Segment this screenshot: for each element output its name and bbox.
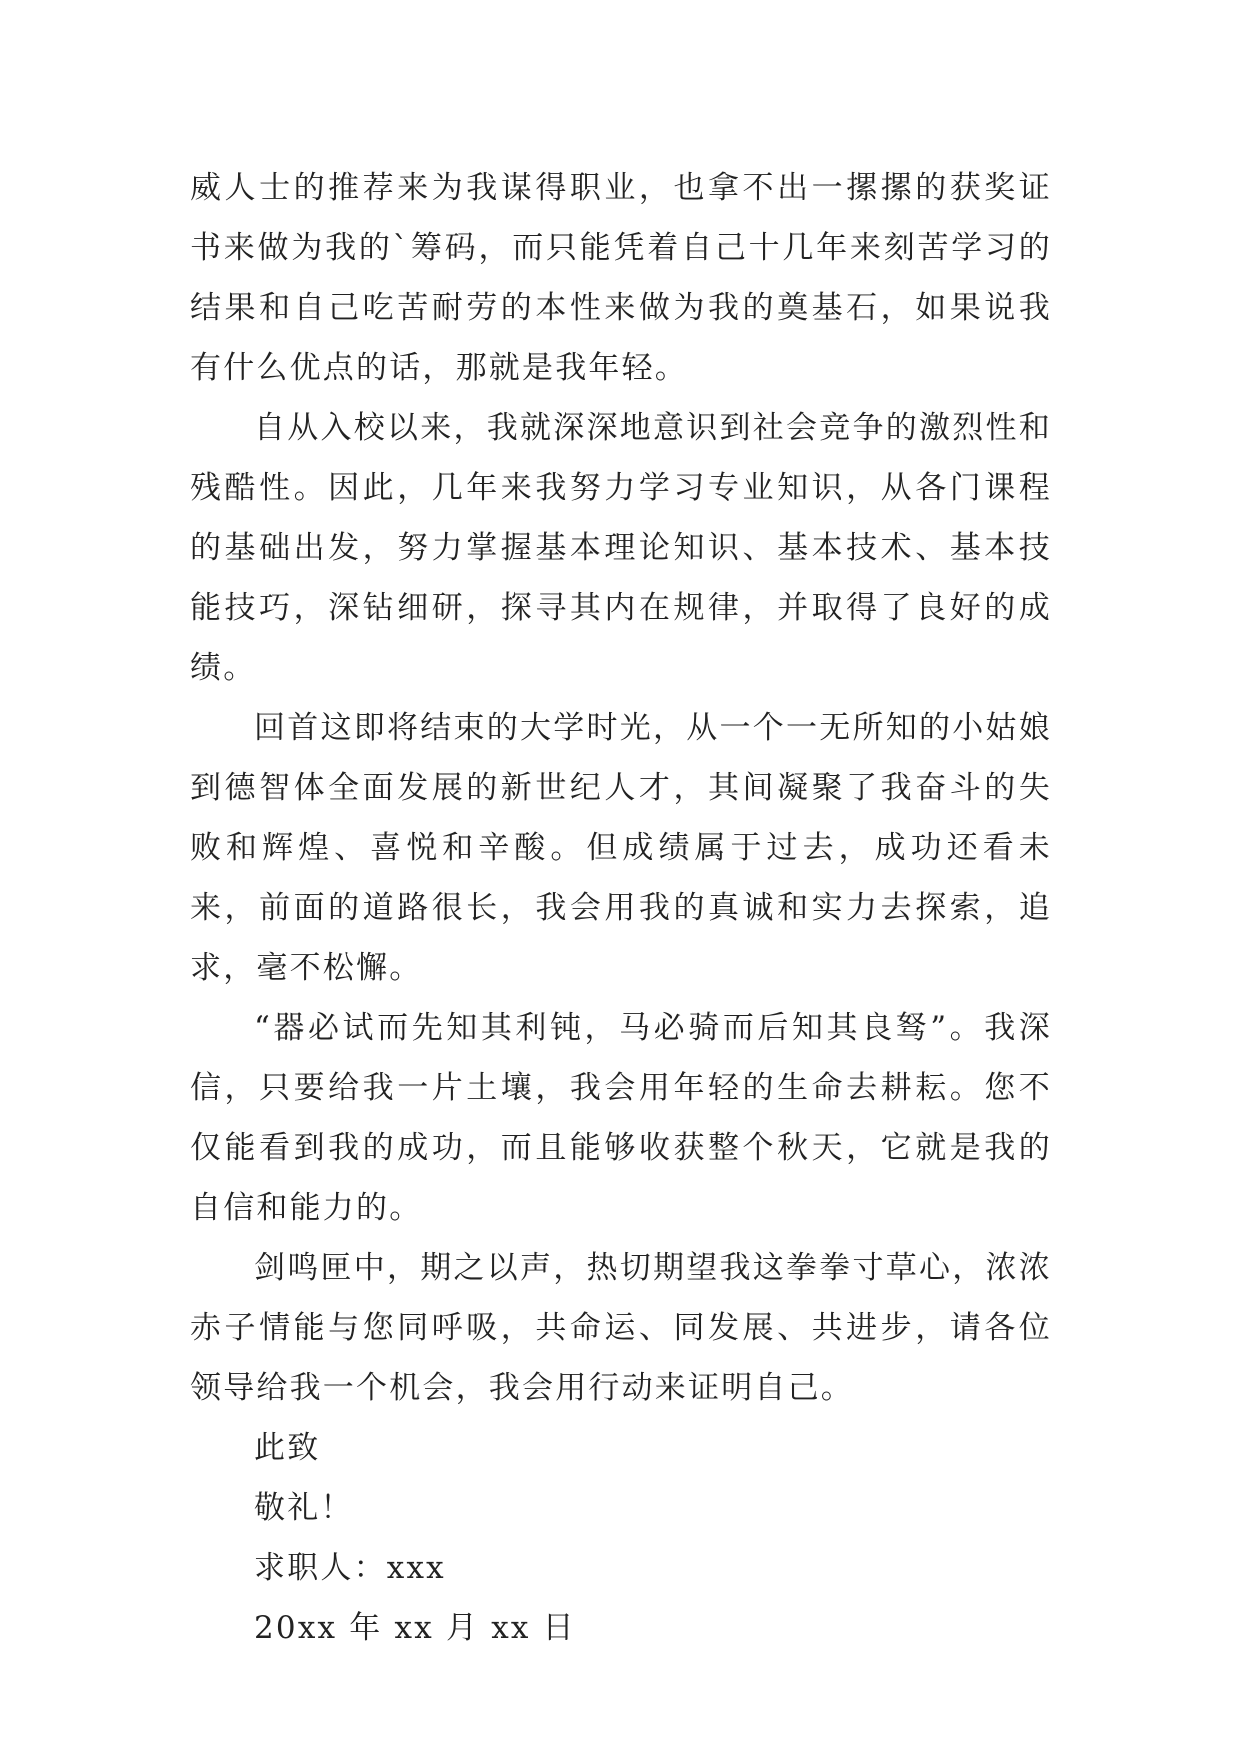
date-line: 20xx 年 xx 月 xx 日	[254, 1610, 576, 1646]
paragraph-1: 威人士的推荐来为我谋得职业，也拿不出一摞摞的获奖证书来做为我的`筹码，而只能凭着自己十几年来刻苦学习的结果和自己吃苦耐劳的本性来做为我的奠基石，如果说我有什么优点的话，那就是我年轻。	[190, 170, 1052, 386]
paragraph-2: 自从入校以来，我就深深地意识到社会竞争的激烈性和残酷性。因此，几年来我努力学习专业知识，从各门课程的基础出发，努力掌握基本理论知识、基本技术、基本技能技巧，深钻细研，探寻其内在规律，并取得了良好的成绩。	[190, 410, 1052, 686]
closing-salutation: 此致	[254, 1430, 321, 1466]
signature-line: 求职人：xxx	[254, 1550, 446, 1586]
paragraph-4: “器必试而先知其利钝，马必骑而后知其良驽”。我深信，只要给我一片土壤，我会用年轻的生命去耕耘。您不仅能看到我的成功，而且能够收获整个秋天，它就是我的自信和能力的。	[190, 1010, 1052, 1226]
closing-respect: 敬礼！	[254, 1490, 354, 1526]
paragraph-5: 剑鸣匣中，期之以声，热切期望我这拳拳寸草心，浓浓赤子情能与您同呼吸，共命运、同发展、共进步，请各位领导给我一个机会，我会用行动来证明自己。	[190, 1250, 1052, 1406]
paragraph-3: 回首这即将结束的大学时光，从一个一无所知的小姑娘到德智体全面发展的新世纪人才，其间凝聚了我奋斗的失败和辉煌、喜悦和辛酸。但成绩属于过去，成功还看未来，前面的道路很长，我会用我的真诚和实力去探索，追求，毫不松懈。	[190, 710, 1052, 986]
letter-body	[190, 158, 1052, 1658]
